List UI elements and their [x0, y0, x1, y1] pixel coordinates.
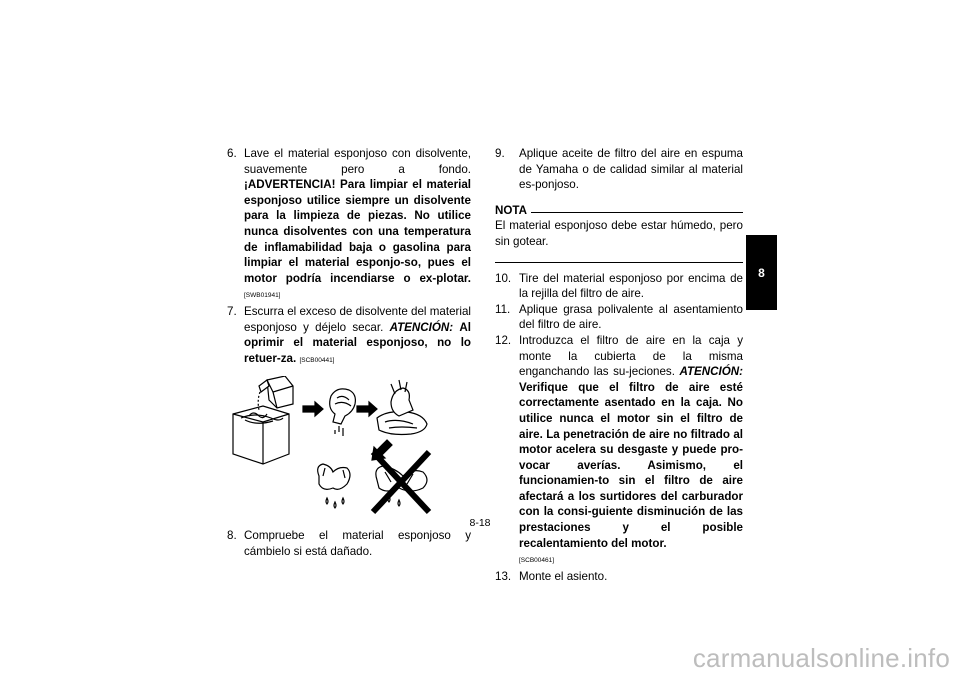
arrow-right-icon: [303, 402, 323, 416]
chapter-tab: 8: [746, 235, 777, 310]
nota-label: NOTA: [495, 203, 527, 217]
watermark: carmanualsonline.info: [692, 643, 950, 673]
step-number: 13.: [495, 569, 512, 583]
correct-squeeze-icon: [318, 464, 350, 508]
nota-text: El material esponjoso debe estar húmedo, pero sin gotear.: [495, 219, 743, 248]
solvent-can-icon: [258, 376, 293, 410]
step-6: [227, 146, 471, 304]
step-11: [495, 302, 743, 333]
wrong-twist-icon: [373, 452, 429, 512]
nota-header: [495, 203, 743, 219]
step-13: [495, 569, 743, 585]
step-number: 7.: [227, 304, 237, 318]
step-number: 9.: [495, 147, 505, 160]
attention-text: Al oprimir el material esponjoso, no lo retuer-za.: [244, 320, 471, 365]
nota-rule: [531, 212, 743, 213]
solvent-container-icon: [233, 406, 289, 464]
step-text: Introduzca el filtro de aire en la caja y monte la cubierta de la misma enganchando las su-jeciones.: [519, 333, 743, 379]
attention-label: ATENCIÓN:: [679, 365, 743, 379]
arrow-right-icon: [357, 402, 377, 416]
step-number: 6.: [227, 147, 237, 160]
step-text: Lave el material esponjoso con disolvente, suavemente pero a fondo.: [244, 147, 471, 176]
nota-end-rule: [495, 262, 743, 263]
step-text: Aplique grasa polivalente al asentamiento del filtro de aire.: [519, 302, 743, 332]
step-text: Monte el asiento.: [519, 569, 608, 583]
step-number: 11.: [495, 302, 511, 316]
attention-label: ATENCIÓN:: [389, 320, 454, 334]
attention-code: [SCB00441]: [299, 356, 335, 364]
warning-text: ¡ADVERTENCIA! Para limpiar el material esponjoso utilice siempre un disolvente para la limpieza de piezas. No utilice nunca disolventes con una temperatura de inflamabilidad baja o gasolina para limpiar el material esponjo-so, pues el motor podría incendiarse o ex-plotar.: [244, 178, 471, 285]
pressing-hand-icon: [377, 380, 427, 435]
step-8: [227, 528, 471, 559]
step-number: 12.: [495, 333, 512, 347]
attention-text: Verifique que el filtro de aire esté correctamente asentado en la caja. No utilice nunca el motor sin el filtro de aire. La penetración de aire no filtrado al motor acelera su desgaste y puede pro-vocar averías. Asimismo, el funcionamien-to sin el filtro de aire afectará a los surtidores del carburador con la consi-guiente disminución de las prestaciones y el posible recalentamiento del motor.: [519, 380, 743, 550]
step-text: Compruebe el material esponjoso y cámbielo si está dañado.: [244, 529, 471, 558]
attention-code: [SCB00461]: [519, 557, 555, 565]
step-number: 10.: [495, 271, 512, 285]
page-number: 8-18: [469, 517, 491, 529]
squeezing-hand-icon: [330, 389, 356, 436]
step-text: Escurra el exceso de disolvente del material esponjoso y déjelo secar.: [244, 304, 471, 334]
step-7: [227, 304, 471, 368]
step-9: [495, 146, 743, 193]
step-text: Tire del material esponjoso por encima de la rejilla del filtro de aire.: [519, 271, 743, 301]
step-10: [495, 271, 743, 302]
step-number: 8.: [227, 529, 237, 543]
left-column: [227, 146, 471, 560]
step-12: [495, 333, 743, 569]
cleaning-illustration: [227, 376, 459, 522]
warning-code: [SWB01941]: [244, 292, 281, 300]
step-text: Aplique aceite de filtro del aire en espuma de Yamaha o de calidad similar al material es-ponjoso.: [519, 147, 743, 192]
